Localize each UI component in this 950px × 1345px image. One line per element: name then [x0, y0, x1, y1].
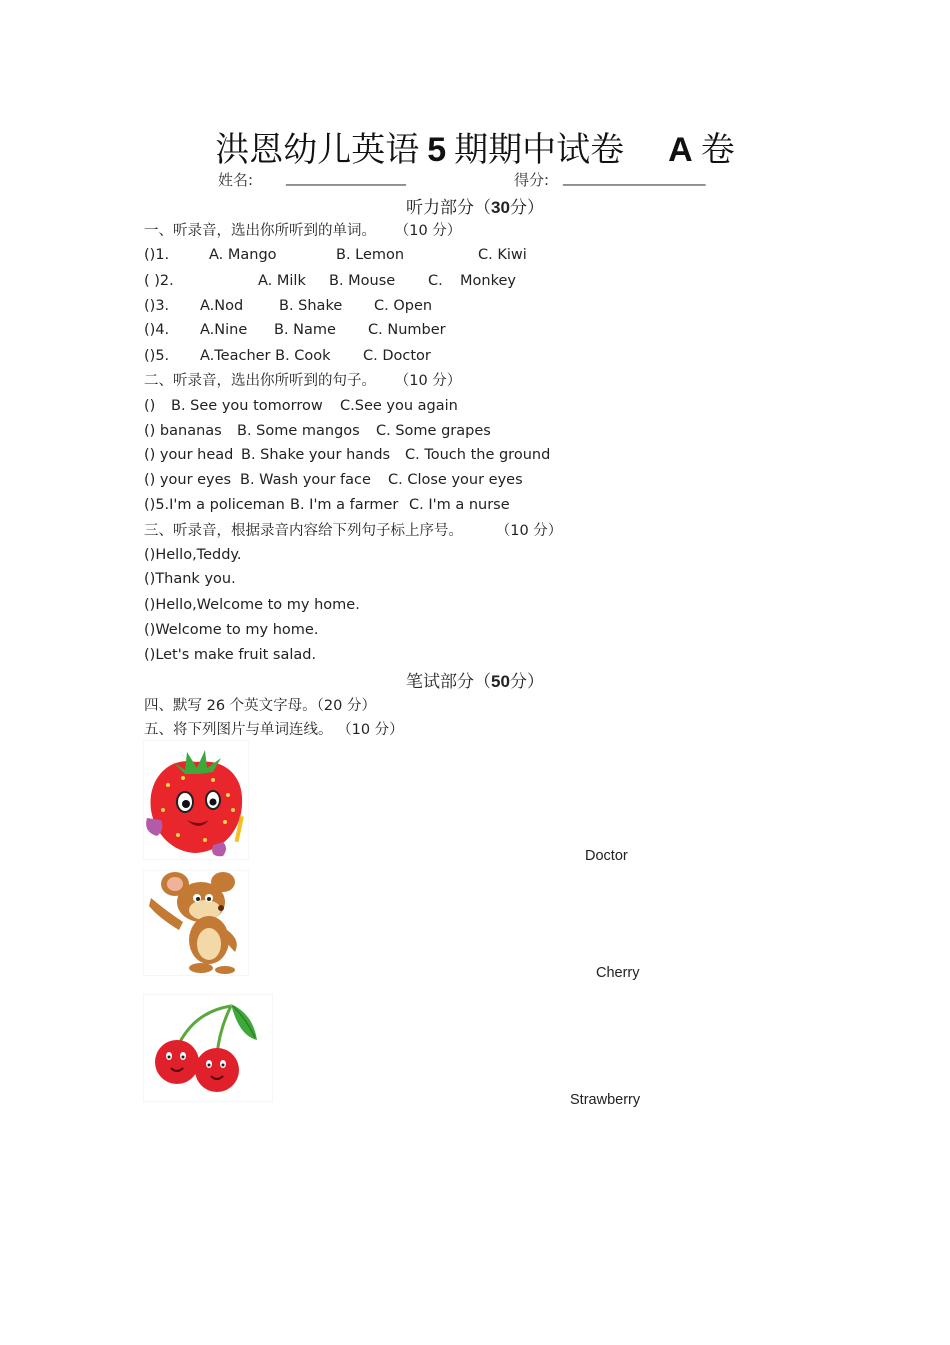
s2-question-5: ()5.I'm a policeman — [144, 497, 285, 513]
name-field[interactable]: ________________ — [286, 168, 406, 186]
s1-q3-option-b: B. Shake — [279, 298, 343, 314]
s2-question-1: () — [144, 398, 156, 414]
s2-q3-option-b: B. Shake your hands — [241, 447, 391, 463]
s2-q4-option-c: C. Close your eyes — [388, 472, 523, 488]
s2-q3-option-c: C. Touch the ground — [405, 447, 551, 463]
s1-q2-option-c: C. — [428, 273, 443, 289]
written-heading: 笔试部分（50分） — [406, 672, 544, 692]
s3-sentence-3: ()Hello,Welcome to my home. — [144, 597, 360, 613]
s1-question-5: ()5. — [144, 348, 170, 364]
s1-q3-option-a: A.Nod — [200, 298, 244, 314]
s2-question-3: () your head — [144, 447, 234, 463]
match-word-3: Strawberry — [570, 1092, 641, 1108]
s1-question-1: ()1. — [144, 247, 170, 263]
cherry-picture — [143, 994, 273, 1102]
match-word-1: Doctor — [585, 848, 628, 864]
s1-q1-option-b: B. Lemon — [336, 247, 405, 263]
s1-q4-option-c: C. Number — [368, 322, 446, 338]
s2-q1-option-c: C.See you again — [340, 398, 458, 414]
s1-q4-option-a: A.Nine — [200, 322, 248, 338]
s3-sentence-1: ()Hello,Teddy. — [144, 547, 242, 563]
s1-q4-option-b: B. Name — [274, 322, 336, 338]
s1-q2-option-a: A. Milk — [258, 273, 306, 289]
score-label: 得分: — [514, 171, 550, 189]
s2-question-4: () your eyes — [144, 472, 232, 488]
s1-q2-option-b: B. Mouse — [329, 273, 396, 289]
s2-question-2: () bananas — [144, 423, 222, 439]
s1-q1-option-c: C. Kiwi — [478, 247, 527, 263]
mouse-picture — [143, 870, 249, 976]
match-word-2: Cherry — [596, 965, 640, 981]
section-2-title: 二、听录音，选出你所听到的句子。 （10 分） — [144, 373, 462, 389]
section-1-title: 一、听录音，选出你所听到的单词。 （10 分） — [144, 223, 462, 239]
s2-q2-option-b: B. Some mangos — [237, 423, 360, 439]
s1-question-4: ()4. — [144, 322, 170, 338]
s1-q3-option-c: C. Open — [374, 298, 433, 314]
s1-q2-option-c-text: Monkey — [460, 273, 516, 289]
s1-question-3: ()3. — [144, 298, 170, 314]
s3-sentence-5: ()Let's make fruit salad. — [144, 647, 317, 663]
page-title: 洪恩幼儿英语 5 期期中试卷 A 卷 — [215, 130, 735, 170]
s1-q5-option-c: C. Doctor — [363, 348, 431, 364]
name-label: 姓名: — [218, 171, 254, 189]
listening-heading: 听力部分（30分） — [406, 198, 544, 218]
section-4-title: 四、默写 26 个英文字母。（20 分） — [144, 698, 376, 714]
s2-q5-option-b: B. I'm a farmer — [290, 497, 399, 513]
s1-q5-option-ab: A.Teacher B. Cook — [200, 348, 331, 364]
section-3-title: 三、听录音，根据录音内容给下列句子标上序号。 （10 分） — [144, 523, 563, 539]
s2-q2-option-c: C. Some grapes — [376, 423, 491, 439]
s2-q1-option-b: B. See you tomorrow — [171, 398, 323, 414]
s2-q5-option-c: C. I'm a nurse — [409, 497, 510, 513]
s1-question-2: ( )2. — [144, 273, 174, 289]
score-field[interactable]: ___________________ — [563, 168, 706, 186]
strawberry-picture — [143, 740, 249, 860]
section-5-title: 五、将下列图片与单词连线。 （10 分） — [144, 722, 404, 738]
s1-q1-option-a: A. Mango — [209, 247, 277, 263]
s3-sentence-2: ()Thank you. — [144, 571, 236, 587]
s2-q4-option-b: B. Wash your face — [240, 472, 371, 488]
s3-sentence-4: ()Welcome to my home. — [144, 622, 319, 638]
